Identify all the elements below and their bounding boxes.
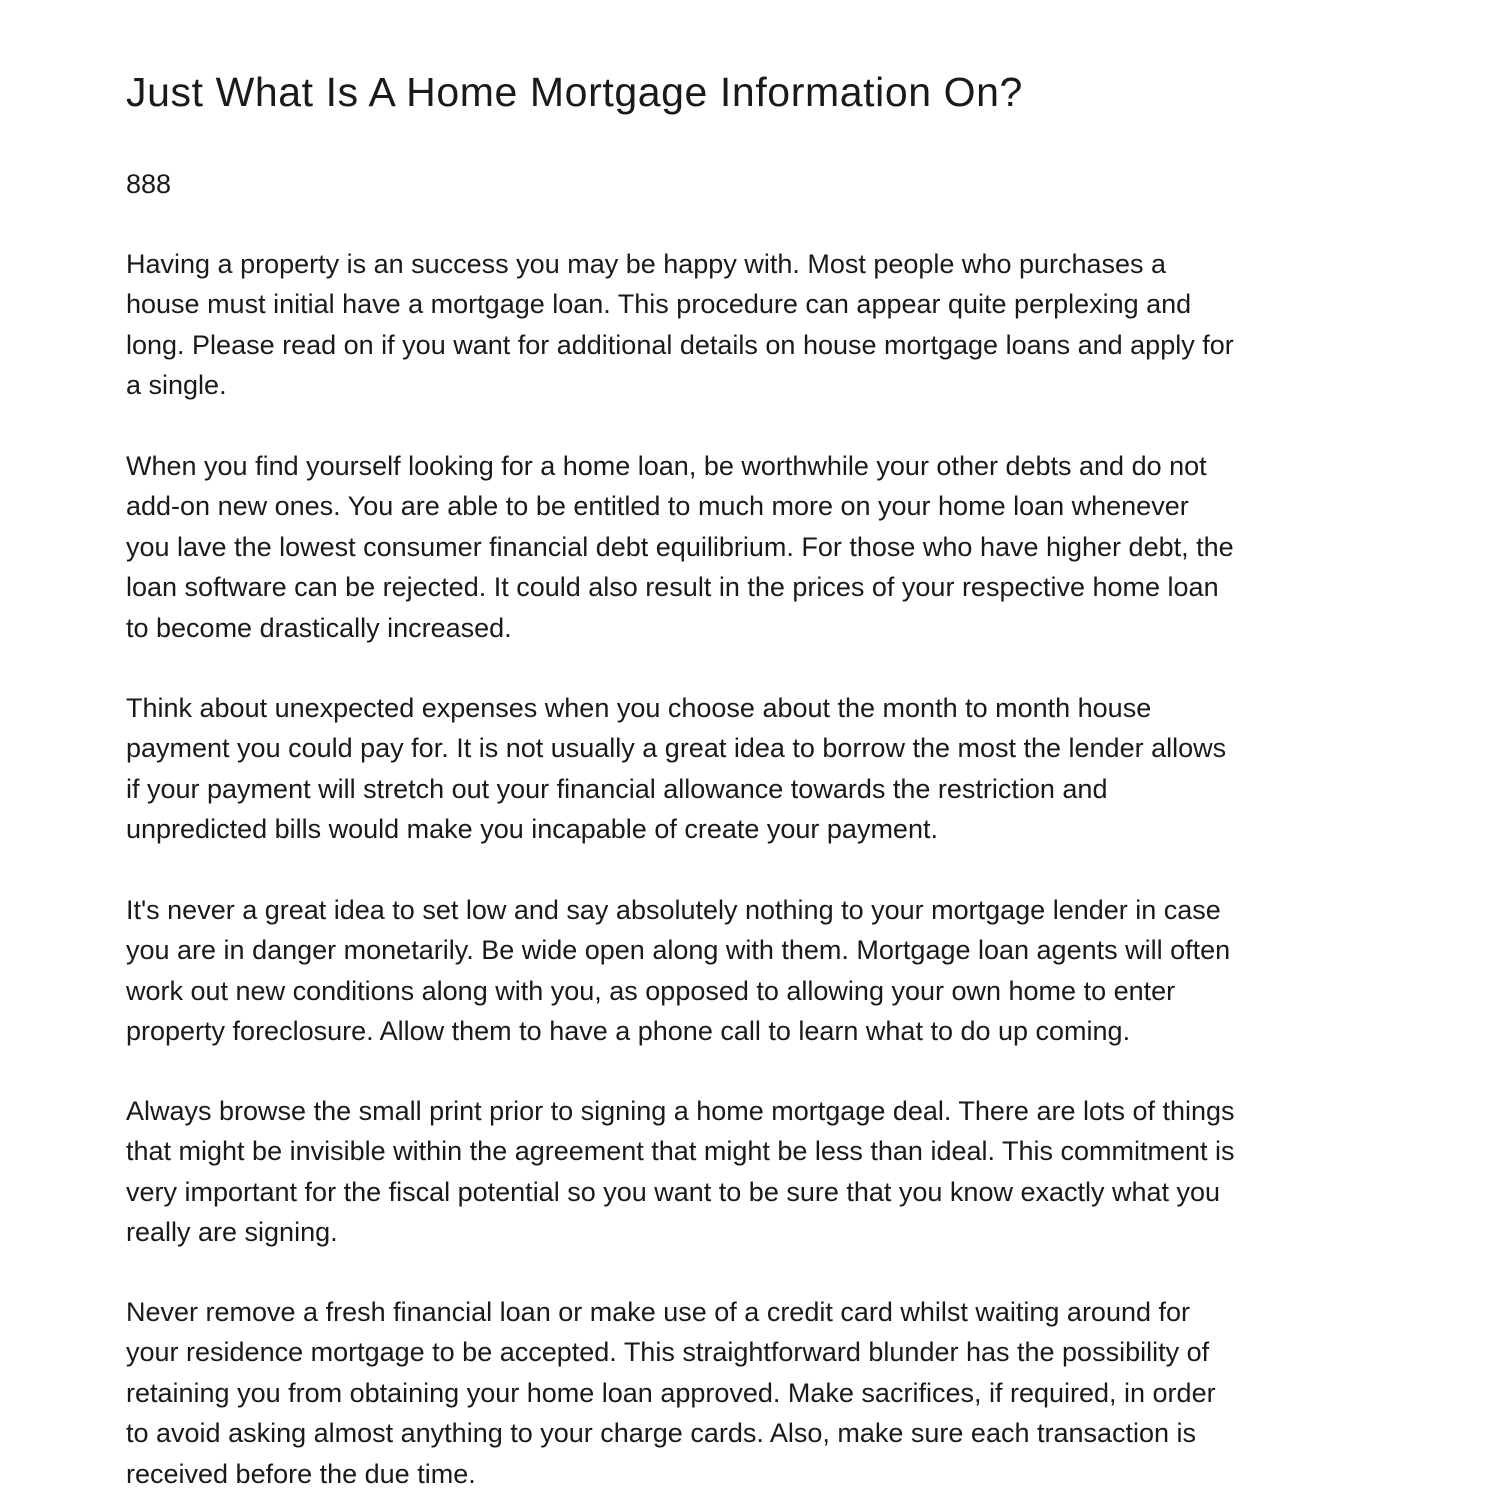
- paragraph-line: really are signing.: [126, 1217, 338, 1248]
- document-subtitle: 888: [126, 169, 172, 199]
- paragraph-line: work out new conditions along with you, as opposed to allowing your own home to enter: [126, 975, 1176, 1006]
- paragraph-line: received before the due time.: [126, 1458, 476, 1489]
- paragraph-line: long. Please read on if you want for additional details on house mortgage loans and apply for: [126, 329, 1234, 360]
- paragraph-line: a single.: [126, 370, 227, 401]
- paragraph-line: Always browse the small print prior to signing a home mortgage deal. There are lots of things: [126, 1096, 1235, 1126]
- paragraph-line: you are in danger monetarily. Be wide open along with them. Mortgage loan agents will often: [126, 935, 1231, 966]
- paragraph-line: Never remove a fresh financial loan or make use of a credit card whilst waiting around for: [126, 1297, 1191, 1327]
- paragraph-line: if your payment will stretch out your financial allowance towards the restriction and: [126, 773, 1108, 804]
- paragraph-line: Having a property is an success you may be happy with. Most people who purchases a: [126, 249, 1167, 279]
- paragraph-line: unpredicted bills would make you incapable of create your payment.: [126, 814, 938, 845]
- paragraph-line: When you find yourself looking for a home loan, be worthwhile your other debts and do not: [126, 451, 1207, 481]
- paragraph-5: [126, 1091, 1376, 1253]
- paragraph-3: [126, 688, 1376, 850]
- paragraph-6: [126, 1292, 1376, 1494]
- paragraph-line: to avoid asking almost anything to your charge cards. Also, make sure each transaction is: [126, 1418, 1197, 1449]
- paragraph-4: [126, 890, 1376, 1052]
- document-title: Just What Is A Home Mortgage Information On?: [126, 69, 1023, 115]
- paragraph-line: payment you could pay for. It is not usually a great idea to borrow the most the lender allows: [126, 733, 1227, 764]
- paragraph-line: very important for the fiscal potential so you want to be sure that you know exactly what you: [126, 1176, 1221, 1207]
- paragraph-1: [126, 244, 1376, 406]
- paragraph-line: that might be invisible within the agreement that might be less than ideal. This commitment is: [126, 1136, 1235, 1167]
- paragraph-line: loan software can be rejected. It could also result in the prices of your respective home loan: [126, 572, 1219, 603]
- paragraph-line: retaining you from obtaining your home loan approved. Make sacrifices, if required, in order: [126, 1377, 1216, 1408]
- paragraph-line: to become drastically increased.: [126, 612, 512, 643]
- paragraph-line: property foreclosure. Allow them to have a phone call to learn what to do up coming.: [126, 1016, 1131, 1047]
- paragraph-line: you lave the lowest consumer financial debt equilibrium. For those who have higher debt, the: [126, 531, 1234, 562]
- paragraph-line: add-on new ones. You are able to be entitled to much more on your home loan whenever: [126, 491, 1189, 522]
- paragraph-line: It's never a great idea to set low and say absolutely nothing to your mortgage lender in case: [126, 895, 1221, 925]
- paragraph-line: house must initial have a mortgage loan. This procedure can appear quite perplexing and: [126, 289, 1192, 320]
- paragraph-line: your residence mortgage to be accepted. This straightforward blunder has the possibility of: [126, 1337, 1210, 1368]
- paragraph-line: Think about unexpected expenses when you choose about the month to month house: [126, 693, 1152, 723]
- paragraph-2: [126, 446, 1376, 648]
